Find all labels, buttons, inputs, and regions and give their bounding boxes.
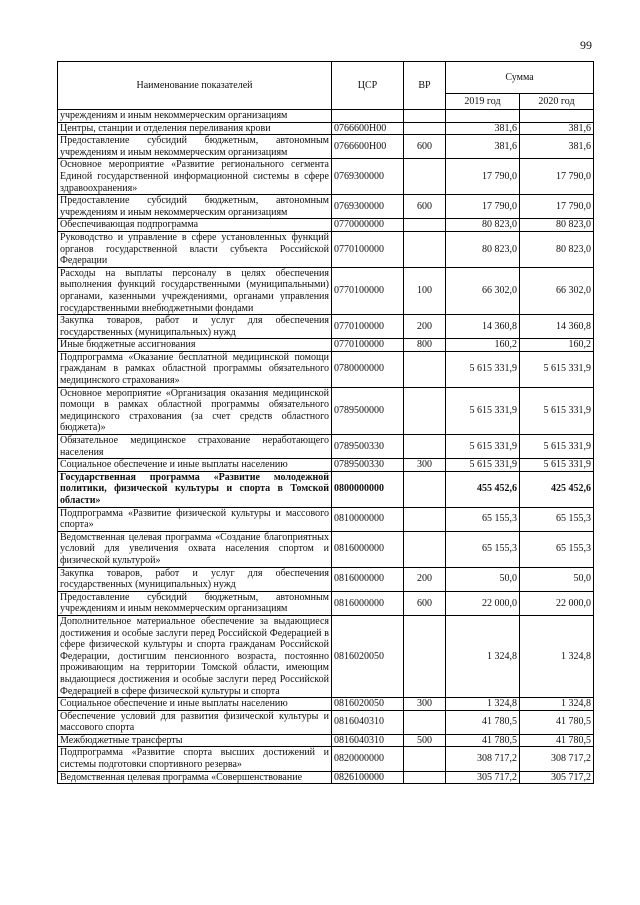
table-row	[58, 459, 594, 472]
row-name: Основное мероприятие «Развитие регионального сегмента Единой государственной информационной системы в сфере здравоохранения»	[58, 159, 332, 195]
row-vr: 200	[404, 567, 446, 591]
row-vr: 300	[404, 698, 446, 711]
row-vr	[404, 351, 446, 387]
row-vr	[404, 710, 446, 734]
row-2019: 5 615 331,9	[446, 387, 520, 434]
row-vr	[404, 219, 446, 232]
row-vr	[404, 387, 446, 434]
row-2020: 381,6	[520, 122, 594, 135]
table-row	[58, 351, 594, 387]
row-2019: 80 823,0	[446, 231, 520, 267]
row-2019: 17 790,0	[446, 159, 520, 195]
table-row	[58, 435, 594, 459]
row-vr	[404, 471, 446, 507]
row-csr: 0789500330	[332, 435, 404, 459]
row-2020: 305 717,2	[520, 771, 594, 784]
row-name: Закупка товаров, работ и услуг для обеспечения государственных (муниципальных) нужд	[58, 567, 332, 591]
row-vr	[404, 159, 446, 195]
row-2019: 5 615 331,9	[446, 435, 520, 459]
row-csr: 0789500000	[332, 387, 404, 434]
row-2020: 14 360,8	[520, 315, 594, 339]
row-vr	[404, 531, 446, 567]
row-name: Социальное обеспечение и иные выплаты населению	[58, 698, 332, 711]
row-name: Руководство и управление в сфере установленных функций органов государственной власти субъекта Российской Федерации	[58, 231, 332, 267]
row-2020: 381,6	[520, 135, 594, 159]
table-row	[58, 531, 594, 567]
row-name: Закупка товаров, работ и услуг для обеспечения государственных (муниципальных) нужд	[58, 315, 332, 339]
table-row	[58, 231, 594, 267]
row-name: Обеспечивающая подпрограмма	[58, 219, 332, 232]
row-2019: 41 780,5	[446, 710, 520, 734]
table-row	[58, 195, 594, 219]
row-name: Подпрограмма «Развитие спорта высших достижений и системы подготовки спортивного резерва»	[58, 747, 332, 771]
row-2019: 22 000,0	[446, 591, 520, 615]
row-2019: 41 780,5	[446, 734, 520, 747]
row-csr: 0770100000	[332, 267, 404, 314]
row-vr	[404, 747, 446, 771]
row-name: Подпрограмма «Оказание бесплатной медицинской помощи гражданам в рамках областной программы обязательного медицинского страхования»	[58, 351, 332, 387]
row-2020: 80 823,0	[520, 219, 594, 232]
row-name: Обязательное медицинское страхование неработающего населения	[58, 435, 332, 459]
table-row	[58, 387, 594, 434]
row-name: Расходы на выплаты персоналу в целях обеспечения выполнения функций государственными (муниципальными) органами, казенными учреждениями, органами управления государственными внебюджетными фондами	[58, 267, 332, 314]
row-vr: 600	[404, 135, 446, 159]
row-2019: 14 360,8	[446, 315, 520, 339]
row-2020: 5 615 331,9	[520, 351, 594, 387]
row-name: Подпрограмма «Развитие физической культуры и массового спорта»	[58, 507, 332, 531]
table-row	[58, 135, 594, 159]
row-2019: 66 302,0	[446, 267, 520, 314]
row-2020: 50,0	[520, 567, 594, 591]
row-csr: 0770000000	[332, 219, 404, 232]
row-csr: 0789500330	[332, 459, 404, 472]
row-vr	[404, 435, 446, 459]
row-csr: 0780000000	[332, 351, 404, 387]
table-row	[58, 698, 594, 711]
row-name: Ведомственная целевая программа «Создание благоприятных условий для увеличения охвата населения спортом и физической культурой»	[58, 531, 332, 567]
row-2019: 5 615 331,9	[446, 459, 520, 472]
row-vr: 800	[404, 339, 446, 352]
row-2020: 41 780,5	[520, 710, 594, 734]
row-2020: 5 615 331,9	[520, 387, 594, 434]
table-row	[58, 110, 594, 123]
row-2020: 5 615 331,9	[520, 435, 594, 459]
row-vr	[404, 615, 446, 697]
row-vr: 100	[404, 267, 446, 314]
header-year-2020: 2020 год	[520, 94, 594, 110]
row-name: Предоставление субсидий бюджетным, автономным учреждениям и иным некоммерческим организациям	[58, 195, 332, 219]
row-2020: 65 155,3	[520, 507, 594, 531]
header-year-2019: 2019 год	[446, 94, 520, 110]
row-csr: 0816040310	[332, 710, 404, 734]
table-row	[58, 122, 594, 135]
row-csr: 0820000000	[332, 747, 404, 771]
table-row	[58, 734, 594, 747]
table-row	[58, 615, 594, 697]
table-row	[58, 159, 594, 195]
row-csr	[332, 110, 404, 123]
row-2019: 455 452,6	[446, 471, 520, 507]
header-sum: Сумма	[446, 62, 594, 94]
row-2020: 80 823,0	[520, 231, 594, 267]
row-name: Иные бюджетные ассигнования	[58, 339, 332, 352]
row-2020: 308 717,2	[520, 747, 594, 771]
row-vr: 600	[404, 195, 446, 219]
table-row	[58, 507, 594, 531]
row-name: Предоставление субсидий бюджетным, автономным учреждениям и иным некоммерческим организациям	[58, 591, 332, 615]
row-vr	[404, 122, 446, 135]
row-vr	[404, 231, 446, 267]
row-csr: 0770100000	[332, 339, 404, 352]
row-name: Основное мероприятие «Организация оказания медицинской помощи в рамках областной программы обязательного медицинского страхования (за счет средств областного бюджета)»	[58, 387, 332, 434]
row-csr: 0770100000	[332, 315, 404, 339]
table-row	[58, 219, 594, 232]
budget-table	[57, 61, 594, 784]
row-2020: 160,2	[520, 339, 594, 352]
table-row	[58, 591, 594, 615]
row-csr: 0810000000	[332, 507, 404, 531]
row-name: Дополнительное материальное обеспечение за выдающиеся достижения и особые заслуги перед Российской Федерацией в сфере физической культуры и спорта гражданам Российской Федерации, достигшим пенсионного возраста, постоянно проживающим на территории Томской области, имеющим выдающиеся достижения и особые заслуги перед Российской Федерацией в сфере физической культуры и спорта	[58, 615, 332, 697]
table-row	[58, 315, 594, 339]
row-csr: 0800000000	[332, 471, 404, 507]
row-vr: 200	[404, 315, 446, 339]
header-vr: ВР	[404, 62, 446, 110]
table-row	[58, 567, 594, 591]
row-csr: 0816000000	[332, 531, 404, 567]
row-2019: 308 717,2	[446, 747, 520, 771]
row-2020: 1 324,8	[520, 698, 594, 711]
row-2019: 160,2	[446, 339, 520, 352]
row-csr: 0826100000	[332, 771, 404, 784]
row-name: Предоставление субсидий бюджетным, автономным учреждениям и иным некоммерческим организациям	[58, 135, 332, 159]
row-2020: 66 302,0	[520, 267, 594, 314]
row-2019	[446, 110, 520, 123]
table-row	[58, 771, 594, 784]
row-2019: 80 823,0	[446, 219, 520, 232]
row-2019: 50,0	[446, 567, 520, 591]
row-2020: 22 000,0	[520, 591, 594, 615]
row-2020: 17 790,0	[520, 195, 594, 219]
row-name: учреждениям и иным некоммерческим организациям	[58, 110, 332, 123]
row-2019: 1 324,8	[446, 615, 520, 697]
row-vr	[404, 771, 446, 784]
row-vr: 500	[404, 734, 446, 747]
row-2020: 425 452,6	[520, 471, 594, 507]
row-2019: 17 790,0	[446, 195, 520, 219]
row-name: Социальное обеспечение и иные выплаты населению	[58, 459, 332, 472]
row-csr: 0816040310	[332, 734, 404, 747]
row-2020: 1 324,8	[520, 615, 594, 697]
row-name: Обеспечение условий для развития физической культуры и массового спорта	[58, 710, 332, 734]
row-2019: 381,6	[446, 122, 520, 135]
row-vr: 300	[404, 459, 446, 472]
row-csr: 0766600Н00	[332, 135, 404, 159]
table-row	[58, 471, 594, 507]
table-row	[58, 267, 594, 314]
row-csr: 0769300000	[332, 195, 404, 219]
row-csr: 0766600Н00	[332, 122, 404, 135]
table-row	[58, 710, 594, 734]
row-2020: 41 780,5	[520, 734, 594, 747]
row-2020	[520, 110, 594, 123]
row-name: Государственная программа «Развитие молодежной политики, физической культуры и спорта в Томской области»	[58, 471, 332, 507]
table-body	[58, 110, 594, 784]
header-csr: ЦСР	[332, 62, 404, 110]
header-name: Наименование показателей	[58, 62, 332, 110]
row-2020: 5 615 331,9	[520, 459, 594, 472]
row-csr: 0816000000	[332, 567, 404, 591]
row-name: Ведомственная целевая программа «Совершенствование	[58, 771, 332, 784]
row-vr	[404, 507, 446, 531]
row-csr: 0769300000	[332, 159, 404, 195]
row-csr: 0816020050	[332, 615, 404, 697]
row-2019: 381,6	[446, 135, 520, 159]
row-name: Центры, станции и отделения переливания крови	[58, 122, 332, 135]
row-2019: 1 324,8	[446, 698, 520, 711]
row-2019: 305 717,2	[446, 771, 520, 784]
row-csr: 0816000000	[332, 591, 404, 615]
row-2020: 17 790,0	[520, 159, 594, 195]
table-row	[58, 339, 594, 352]
table-row	[58, 747, 594, 771]
row-2019: 5 615 331,9	[446, 351, 520, 387]
row-csr: 0816020050	[332, 698, 404, 711]
row-vr: 600	[404, 591, 446, 615]
row-2020: 65 155,3	[520, 531, 594, 567]
row-vr	[404, 110, 446, 123]
page-number: 99	[580, 38, 592, 52]
row-name: Межбюджетные трансферты	[58, 734, 332, 747]
row-csr: 0770100000	[332, 231, 404, 267]
row-2019: 65 155,3	[446, 531, 520, 567]
row-2019: 65 155,3	[446, 507, 520, 531]
